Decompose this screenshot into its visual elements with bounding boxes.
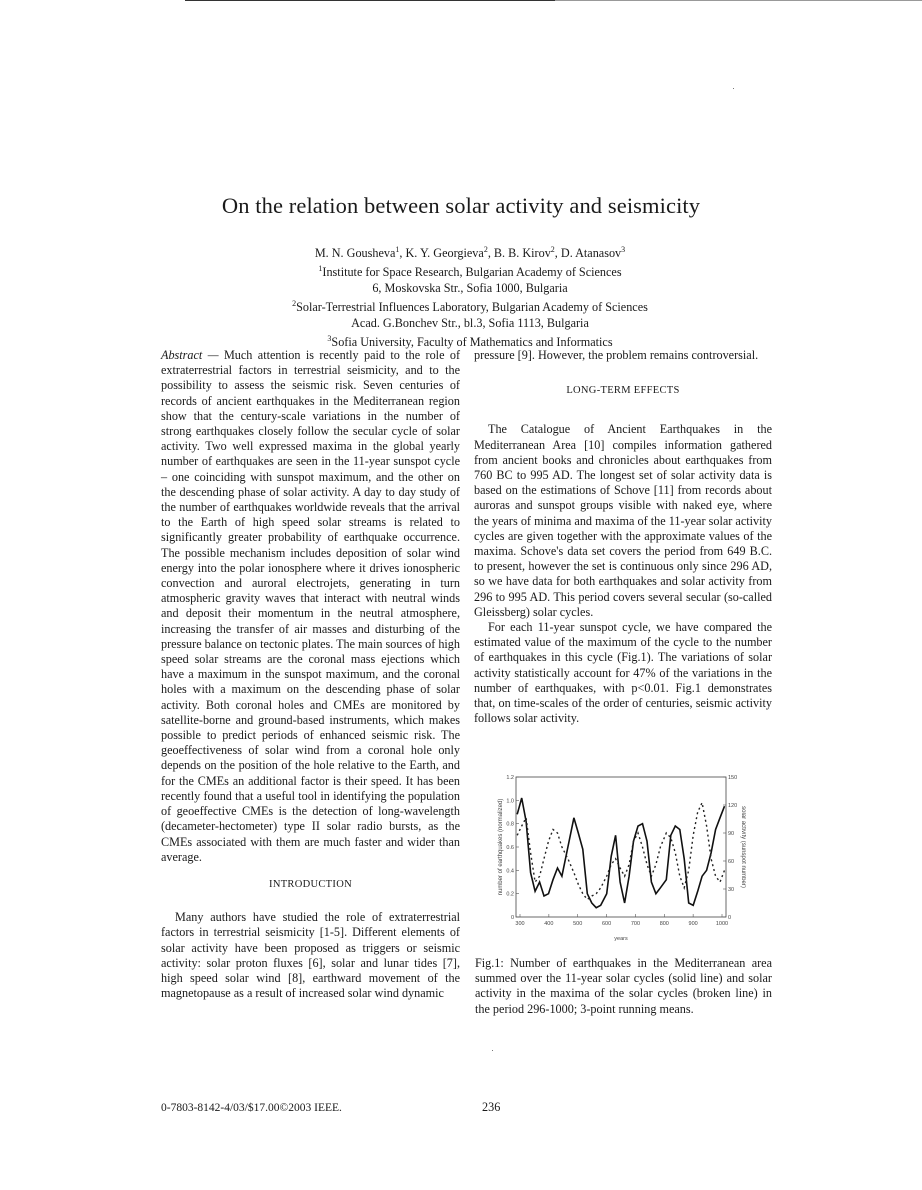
page-number: 236 (482, 1100, 501, 1114)
y-tick-label-left: 0.2 (506, 891, 514, 898)
author-2: K. Y. Georgieva (405, 246, 484, 261)
affiliation-2-address: Acad. G.Bonchev Str., bl.3, Sofia 1113, Bulgaria (351, 315, 589, 330)
long-term-para-1: The Catalogue of Ancient Earthquakes in the Mediterranean Area [10] compiles information gathered from ancient books and chronicles about earthquakes from 760 BC to 995 AD. The longest set of solar activity data is based on the estimations of Schove [11] from records about auroras and sunspot groups visible with naked eye, where the years of minima and maxima of the 11-year solar activity cycles are given together with the approximate values of the maxima. Schove's data set covers the period from 649 B.C. to present, however the set is continuous only since 296 AD, so we have data for both earthquakes and solar activity from 296 to 995 AD. This period covers several secular (so-called Gleissberg) solar cycles. (474, 422, 772, 619)
x-tick-label: 700 (630, 921, 641, 927)
introduction-heading: INTRODUCTION (269, 878, 352, 890)
left-column (161, 348, 460, 1001)
y-tick-label-left: 0 (510, 915, 514, 921)
author-1: M. N. Gousheva (314, 246, 396, 261)
introduction-continued: pressure [9]. However, the problem remains controversial. (474, 348, 759, 362)
y-axis-right-label: solar activity (sunspot number) (740, 806, 746, 888)
right-column (474, 348, 772, 726)
plot-frame (516, 777, 726, 917)
earthquakes-line (517, 798, 724, 908)
figure-1-chart (496, 772, 746, 944)
affiliation-1-address: 6, Moskovska Str., Sofia 1000, Bulgaria (372, 280, 568, 295)
copyright-line: 0-7803-8142-4/03/$17.00©2003 IEEE. (161, 1102, 342, 1114)
x-tick-label: 600 (601, 921, 612, 927)
paper-title: On the relation between solar activity and seismicity (221, 193, 701, 218)
x-tick-label: 1000 (715, 921, 729, 927)
author-block (0, 242, 922, 351)
scan-speck (492, 1050, 493, 1051)
y-tick-label-left: 0.4 (506, 868, 514, 875)
header-rule (185, 0, 555, 1)
y-tick-label-right: 120 (728, 803, 738, 809)
author-list: M. N. Gousheva$^1$, K. Y. Georgieva$^2$, B. B. Kirov$^2$, D. Atanasov$^3$ (314, 245, 626, 261)
abstract-text: Much attention is recently paid to the role of extraterrestrial factors in terrestrial seismicity, and to the possibility to assess the seismic risk. Seven centuries of records of ancient earthquakes in the Mediterranean region show that the century-scale variations in the number of strong earthquakes closely follow the secular cycle of solar activity. Two well expressed maxima in the global yearly number of earthquakes are seen in the 11-year sunspot cycle – one coinciding with sunspot maximum, and the other on the descending phase of solar activity. A day to day study of the number of earthquakes worldwide reveals that the arrival to the Earth of high speed solar streams is related to significantly greater probability of earthquake occurrence. The possible mechanism includes deposition of solar wind energy into the polar ionosphere where it drives ionospheric convection and auroral electrojets, generating in turn atmospheric gravity waves that interact with neutral winds and deposit their momentum in the neutral atmosphere, increasing the transfer of air masses and disturbing of the pressure balance on tectonic plates. The main sources of high speed solar streams are the coronal mass ejections which have a maximum in the sunspot maximum, and the coronal holes with a maximum on the descending phase of solar activity. Both coronal holes and CMEs are monitored by satellite-borne and ground-based instruments, which makes possible to predict periods of enhanced seismic risk. The geoeffectiveness of solar wind from a coronal hole only depends on the position of the hole relative to the Earth, and for the CMEs an additional factor is their speed. It has been recently found that a useful tool in identifying the population of geoeffective CMEs is the detection of long-wavelength (decameter-hectometer) type II solar radio bursts, as the CMEs associated with them are much faster and wider than average. (161, 348, 461, 864)
y-tick-label-right: 0 (728, 915, 732, 921)
figure-1-caption: Fig.1: Number of earthquakes in the Mediterranean area summed over the 11-year solar cycles (solid line) and solar activity in the maxima of the solar cycles (broken line) in the period 296-1000; 3-point running means. (475, 956, 772, 1016)
author-3: B. B. Kirov (493, 246, 551, 261)
y-tick-label-right: 150 (728, 775, 738, 781)
header-rule-faint (555, 0, 922, 1)
y-tick-label-left: 0.8 (506, 821, 514, 828)
x-tick-label: 900 (688, 921, 698, 927)
y-tick-label-left: 1.2 (506, 775, 514, 781)
y-tick-label-left: 0.6 (506, 845, 514, 851)
y-tick-label-right: 30 (728, 887, 735, 893)
x-axis-label: years (614, 936, 628, 942)
abstract (161, 348, 460, 865)
introduction-text: Many authors have studied the role of extraterrestrial factors in terrestrial seismicity [1-5]. Different elements of solar activity have been proposed as triggers or seismic activity: solar proton fluxes [6], solar and lunar tides [7], high speed solar wind [8], earthward movement of the magnetopause as a result of increased solar wind dynamic (161, 910, 460, 1001)
x-tick-label: 500 (573, 921, 583, 927)
affiliation-3: $^3$Sofia University, Faculty of Mathematics and Informatics (327, 334, 613, 350)
long-term-para-2: For each 11-year sunspot cycle, we have compared the estimated value of the maximum of the cycle to the number of earthquakes in this cycle (Fig.1). The variations of solar activity statistically account for 47% of the variations in the number of earthquakes, with p<0.01. Fig.1 demonstrates that, on time-scales of the order of centuries, seismic activity follows solar activity. (474, 620, 772, 726)
long-term-heading: LONG-TERM EFFECTS (566, 385, 680, 397)
affiliation-2: $^2$Solar-Terrestrial Influences Laboratory, Bulgarian Academy of Sciences (292, 299, 648, 315)
y-tick-label-right: 60 (728, 859, 735, 865)
figure-1 (496, 772, 746, 944)
y-axis-left-label: number of earthquakes (normalized) (498, 798, 504, 896)
y-tick-label-right: 90 (728, 831, 735, 837)
affiliation-1: $^1$Institute for Space Research, Bulgarian Academy of Sciences (318, 264, 622, 280)
x-tick-label: 300 (515, 921, 525, 927)
scan-speck (733, 88, 734, 89)
x-tick-label: 400 (544, 921, 554, 927)
abstract-label: Abstract — (161, 348, 219, 362)
x-tick-label: 800 (659, 921, 669, 927)
y-tick-label-left: 1.0 (506, 798, 514, 805)
author-4: D. Atanasov (560, 246, 622, 261)
